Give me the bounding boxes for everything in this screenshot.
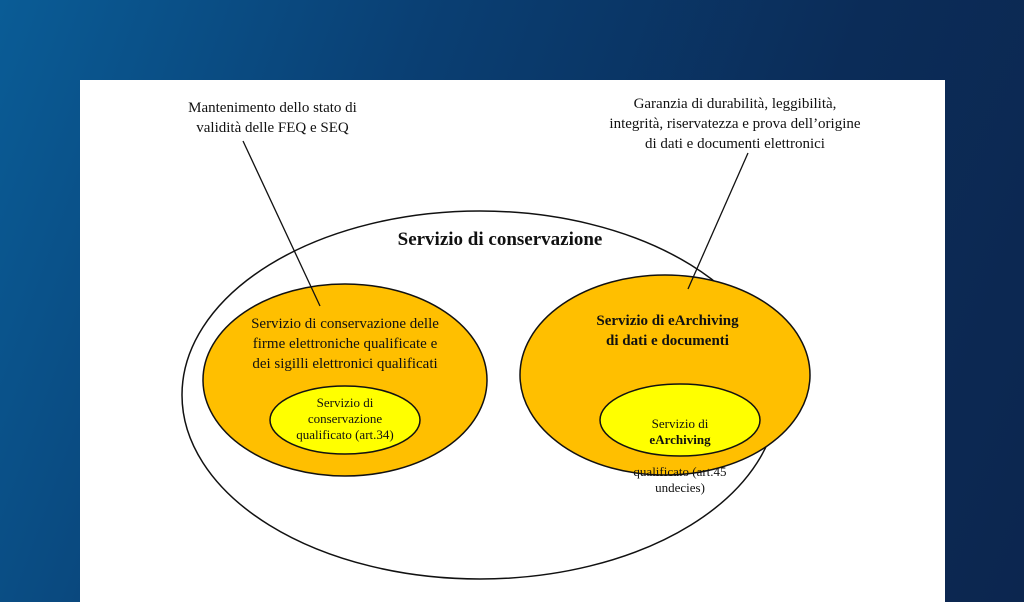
right-inner-prefix: Servizio di	[651, 416, 709, 431]
annotation-left: Mantenimento dello stato di validità delle FEQ e SEQ	[188, 100, 357, 136]
right-inner-rest: qualificato (art.45 undecies)	[633, 464, 727, 495]
outer-title: Servizio di conservazione	[397, 229, 603, 250]
right-circle-label: Servizio di eArchiving di dati e documenti	[596, 313, 739, 349]
right-inner-bold: eArchiving	[649, 432, 711, 447]
right-inner-label	[600, 400, 760, 496]
left-inner-label: Servizio di conservazione qualificato (art.34)	[296, 395, 394, 442]
right-connector-line	[688, 153, 748, 289]
left-connector-line	[243, 141, 320, 306]
left-circle-label: Servizio di conservazione delle firme elettroniche qualificate e dei sigilli elettronici qualificati	[251, 316, 439, 372]
annotation-right: Garanzia di durabilità, leggibilità, integrità, riservatezza e prova dell’origine di dati e documenti elettronici	[609, 96, 861, 152]
